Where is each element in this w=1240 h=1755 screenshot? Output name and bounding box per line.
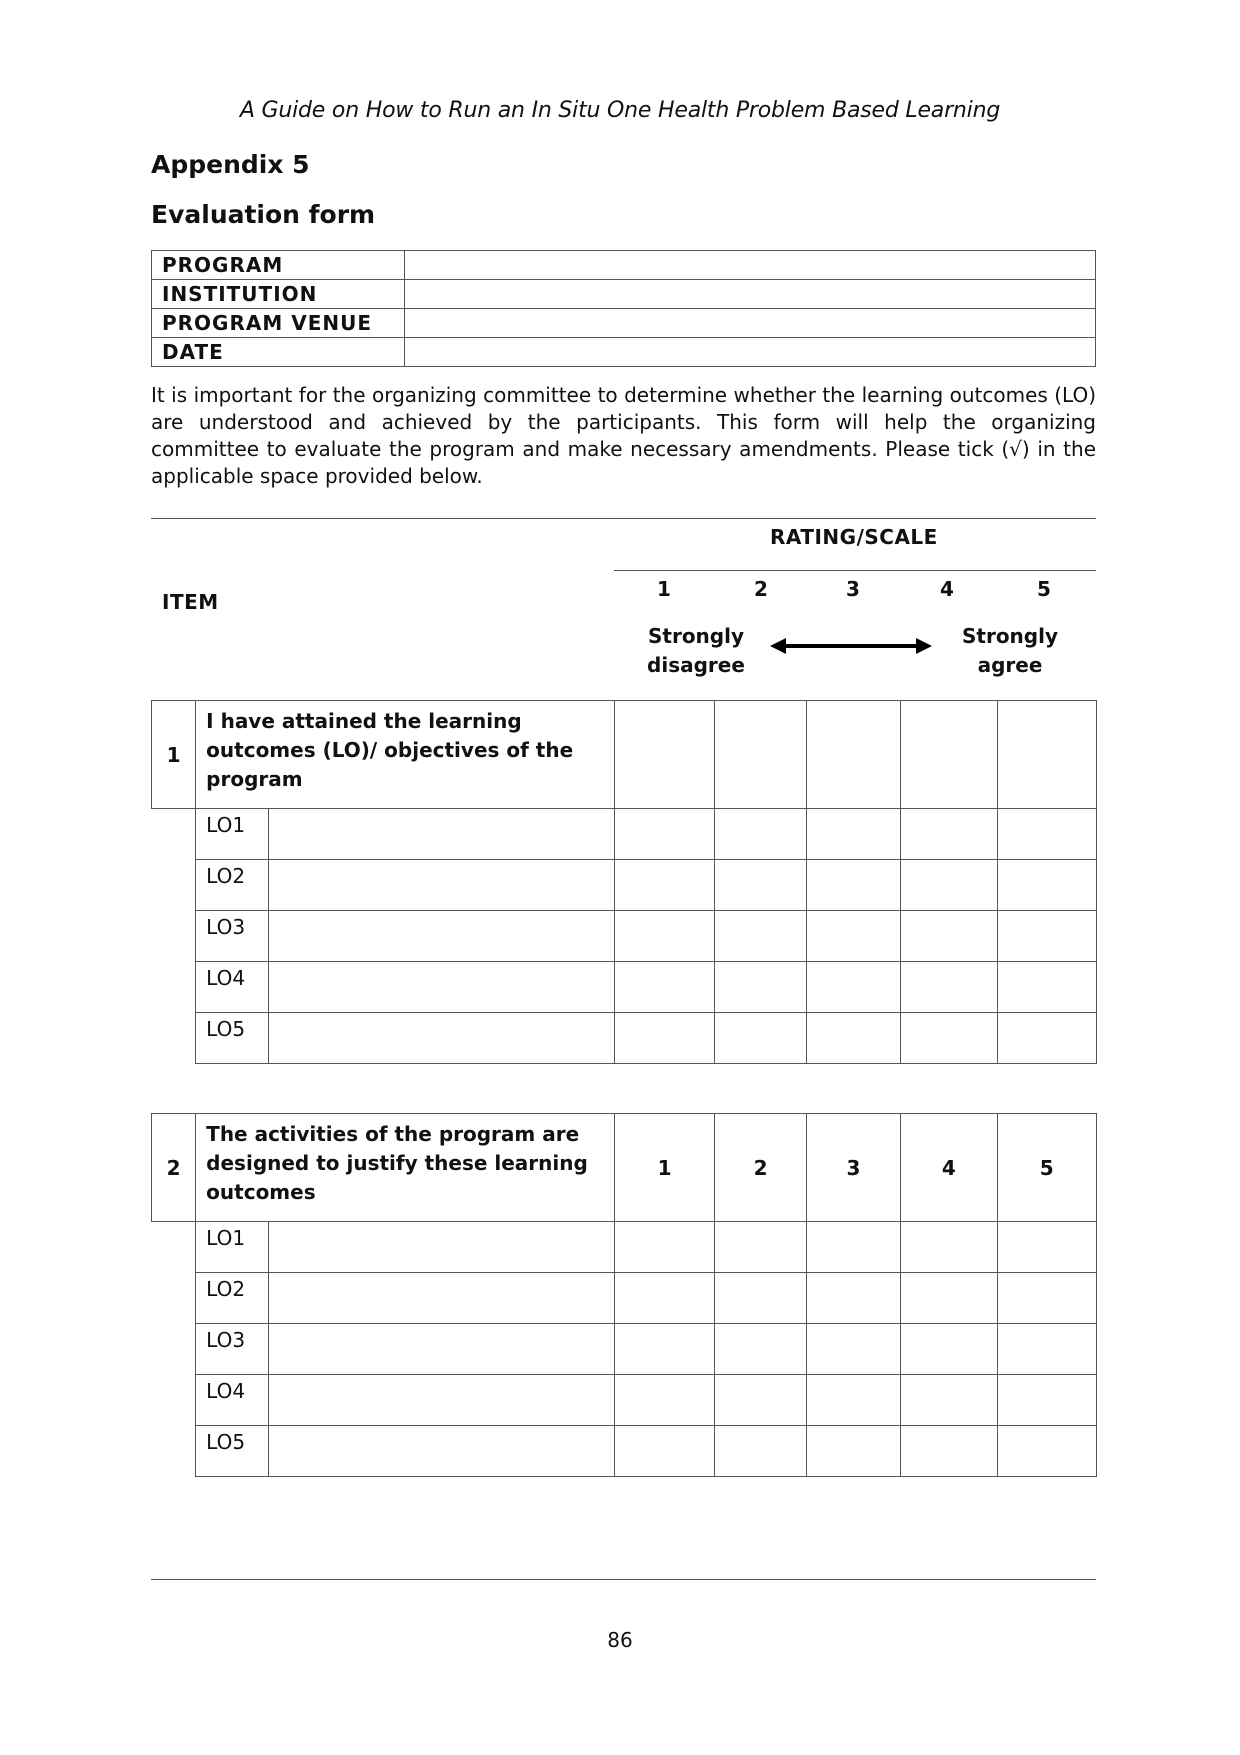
rating-cell-2[interactable] xyxy=(715,1273,806,1324)
lo-row xyxy=(152,1273,1097,1324)
question-text: I have attained the learning outcomes (LO)/ objectives of the program xyxy=(196,701,615,809)
running-header: A Guide on How to Run an In Situ One Health Problem Based Learning xyxy=(239,98,1001,123)
info-row-date xyxy=(152,338,1096,367)
rating-cell-1[interactable] xyxy=(614,911,714,962)
rating-cell-1[interactable] xyxy=(614,1013,714,1064)
lo-row xyxy=(152,911,1097,962)
lo-row xyxy=(152,809,1097,860)
rating-cell-4[interactable] xyxy=(901,1013,997,1064)
form-title: Evaluation form xyxy=(151,200,376,229)
rating-cell-1[interactable] xyxy=(614,701,714,809)
rating-cell-4[interactable] xyxy=(901,860,997,911)
rating-cell-4[interactable] xyxy=(901,1222,997,1273)
rating-cell-3[interactable] xyxy=(806,911,900,962)
rating-cell-5[interactable] xyxy=(997,1375,1096,1426)
rating-cell-4[interactable] xyxy=(901,701,997,809)
question-row xyxy=(152,701,1097,809)
divider xyxy=(151,518,1096,519)
lo-row xyxy=(152,1222,1097,1273)
lo-row xyxy=(152,962,1097,1013)
item-column-label: ITEM xyxy=(162,590,219,614)
rating-cell-1[interactable] xyxy=(614,1426,714,1477)
rating-cell-5[interactable] xyxy=(997,1013,1096,1064)
high-anchor-line-2: agree xyxy=(977,653,1043,677)
institution-field[interactable] xyxy=(405,280,1096,309)
rating-cell-1[interactable] xyxy=(614,1324,714,1375)
lo-description-field[interactable] xyxy=(269,1324,614,1375)
divider xyxy=(151,1579,1096,1580)
rating-cell-5[interactable] xyxy=(997,911,1096,962)
double-arrow-icon xyxy=(770,636,932,656)
rating-cell-4[interactable] xyxy=(901,911,997,962)
rating-cell-2[interactable] xyxy=(715,1426,806,1477)
info-label-program: PROGRAM xyxy=(152,251,405,280)
rating-cell-5[interactable] xyxy=(997,860,1096,911)
lo-description-field[interactable] xyxy=(269,911,614,962)
rating-cell-3[interactable] xyxy=(806,962,900,1013)
low-anchor-line-1: Strongly xyxy=(647,624,744,648)
rating-cell-3[interactable] xyxy=(806,1426,900,1477)
lo-description-field[interactable] xyxy=(269,1426,614,1477)
scale-cell-2: 2 xyxy=(715,1114,806,1222)
rating-cell-5[interactable] xyxy=(997,701,1096,809)
rating-cell-3[interactable] xyxy=(806,1013,900,1064)
rating-cell-2[interactable] xyxy=(715,701,806,809)
rating-cell-1[interactable] xyxy=(614,809,714,860)
scale-label-3: 3 xyxy=(846,577,860,601)
rating-cell-3[interactable] xyxy=(806,1375,900,1426)
rating-cell-3[interactable] xyxy=(806,1324,900,1375)
high-anchor-line-1: Strongly xyxy=(961,624,1058,648)
question-1-table xyxy=(151,700,1097,1064)
info-label-date: DATE xyxy=(152,338,405,367)
rating-cell-3[interactable] xyxy=(806,809,900,860)
info-label-venue: PROGRAM VENUE xyxy=(152,309,405,338)
program-venue-field[interactable] xyxy=(405,309,1096,338)
rating-cell-2[interactable] xyxy=(715,1013,806,1064)
rating-cell-5[interactable] xyxy=(997,1273,1096,1324)
low-anchor xyxy=(636,622,756,680)
program-info-table xyxy=(151,250,1096,367)
rating-cell-4[interactable] xyxy=(901,1324,997,1375)
rating-cell-1[interactable] xyxy=(614,1375,714,1426)
lo-label: LO4 xyxy=(196,962,269,1013)
lo-label: LO2 xyxy=(196,1273,269,1324)
rating-cell-2[interactable] xyxy=(715,860,806,911)
rating-cell-4[interactable] xyxy=(901,809,997,860)
lo-description-field[interactable] xyxy=(269,962,614,1013)
info-label-institution: INSTITUTION xyxy=(152,280,405,309)
lo-label: LO1 xyxy=(196,809,269,860)
scale-label-1: 1 xyxy=(657,577,671,601)
rating-cell-4[interactable] xyxy=(901,1426,997,1477)
lo-description-field[interactable] xyxy=(269,1375,614,1426)
low-anchor-line-2: disagree xyxy=(647,653,745,677)
scale-label-2: 2 xyxy=(754,577,768,601)
rating-cell-3[interactable] xyxy=(806,701,900,809)
rating-cell-4[interactable] xyxy=(901,962,997,1013)
scale-cell-5: 5 xyxy=(997,1114,1096,1222)
rating-cell-5[interactable] xyxy=(997,1324,1096,1375)
question-row xyxy=(152,1114,1097,1222)
scale-cell-3: 3 xyxy=(806,1114,900,1222)
appendix-heading: Appendix 5 xyxy=(151,150,310,179)
rating-cell-2[interactable] xyxy=(715,809,806,860)
question-number: 1 xyxy=(152,701,196,809)
question-2-table xyxy=(151,1113,1097,1477)
rating-cell-3[interactable] xyxy=(806,1273,900,1324)
scale-label-5: 5 xyxy=(1037,577,1051,601)
lo-row xyxy=(152,1375,1097,1426)
page-number: 86 xyxy=(607,1628,633,1652)
question-number: 2 xyxy=(152,1114,196,1222)
lo-row xyxy=(152,860,1097,911)
scale-label-4: 4 xyxy=(940,577,954,601)
info-row-program xyxy=(152,251,1096,280)
rating-cell-4[interactable] xyxy=(901,1375,997,1426)
rating-cell-2[interactable] xyxy=(715,962,806,1013)
info-row-venue xyxy=(152,309,1096,338)
lo-row xyxy=(152,1013,1097,1064)
rating-cell-2[interactable] xyxy=(715,911,806,962)
rating-cell-2[interactable] xyxy=(715,1324,806,1375)
rating-cell-2[interactable] xyxy=(715,1222,806,1273)
scale-cell-1: 1 xyxy=(614,1114,714,1222)
lo-label: LO4 xyxy=(196,1375,269,1426)
rating-cell-1[interactable] xyxy=(614,962,714,1013)
rating-cell-1[interactable] xyxy=(614,1273,714,1324)
intro-paragraph: It is important for the organizing committee to determine whether the learning outcomes (LO) are understood and achieved by the participants. This form will help the organizing committee to evaluate the program and make necessary amendments. Please tick (√) in the applicable space provided below. xyxy=(151,383,1096,488)
lo-description-field[interactable] xyxy=(269,1222,614,1273)
rating-cell-5[interactable] xyxy=(997,962,1096,1013)
lo-description-field[interactable] xyxy=(269,809,614,860)
lo-label: LO1 xyxy=(196,1222,269,1273)
lo-label: LO3 xyxy=(196,911,269,962)
program-field[interactable] xyxy=(405,251,1096,280)
rating-cell-5[interactable] xyxy=(997,809,1096,860)
scale-cell-4: 4 xyxy=(901,1114,997,1222)
divider xyxy=(614,570,1096,571)
lo-label: LO5 xyxy=(196,1426,269,1477)
rating-cell-3[interactable] xyxy=(806,1222,900,1273)
rating-cell-2[interactable] xyxy=(715,1375,806,1426)
lo-description-field[interactable] xyxy=(269,1013,614,1064)
lo-row xyxy=(152,1426,1097,1477)
rating-cell-1[interactable] xyxy=(614,860,714,911)
lo-label: LO2 xyxy=(196,860,269,911)
lo-label: LO5 xyxy=(196,1013,269,1064)
rating-cell-5[interactable] xyxy=(997,1222,1096,1273)
rating-cell-3[interactable] xyxy=(806,860,900,911)
lo-description-field[interactable] xyxy=(269,860,614,911)
info-row-institution xyxy=(152,280,1096,309)
lo-row xyxy=(152,1324,1097,1375)
date-field[interactable] xyxy=(405,338,1096,367)
high-anchor xyxy=(950,622,1070,680)
rating-scale-title: RATING/SCALE xyxy=(770,525,938,549)
question-text: The activities of the program are designed to justify these learning outcomes xyxy=(196,1114,615,1222)
lo-label: LO3 xyxy=(196,1324,269,1375)
rating-cell-5[interactable] xyxy=(997,1426,1096,1477)
rating-cell-4[interactable] xyxy=(901,1273,997,1324)
lo-description-field[interactable] xyxy=(269,1273,614,1324)
rating-cell-1[interactable] xyxy=(614,1222,714,1273)
